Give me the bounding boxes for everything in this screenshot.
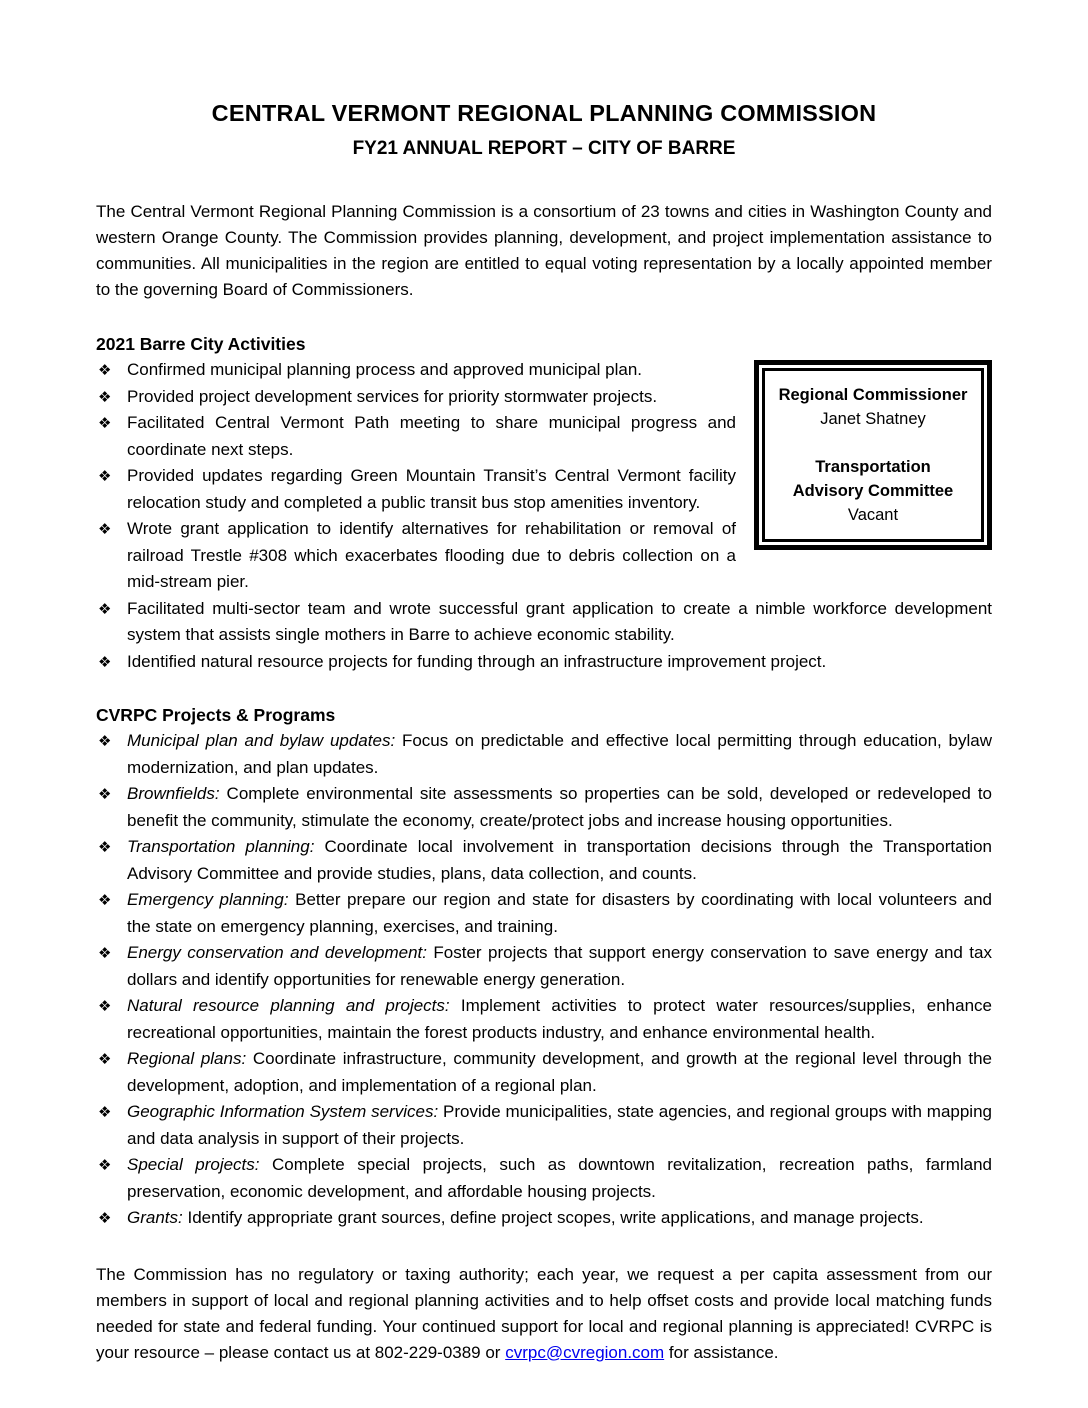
email-link[interactable]: cvrpc@cvregion.com — [505, 1342, 665, 1362]
program-term: Municipal plan and bylaw updates: — [127, 731, 396, 750]
list-item-text: Wrote grant application to identify alternatives for rehabilitation or removal of railroad Trestle #308 which exacerbates flooding due to debris collection on a mid-stream pier. — [127, 519, 736, 591]
program-description: Complete environmental site assessments so properties can be sold, developed or redeveloped to benefit the community, stimulate the economy, create/protect jobs and increase housing opportunities. — [127, 784, 992, 830]
intro-paragraph: The Central Vermont Regional Planning Commission is a consortium of 23 towns and cities in Washington County and western Orange County. The Commission provides planning, development, and project implementation assistance to communities. All municipalities in the region are entitled to equal voting representation by a locally appointed member to the governing Board of Commissioners. — [96, 202, 992, 299]
diamond-bullet-icon: ❖ — [98, 1156, 112, 1174]
diamond-bullet-icon: ❖ — [98, 652, 112, 671]
list-item-text: Confirmed municipal planning process and approved municipal plan. — [127, 360, 643, 379]
program-term: Emergency planning: — [127, 890, 289, 909]
diamond-bullet-icon: ❖ — [98, 1103, 112, 1121]
list-item — [96, 516, 992, 596]
list-item — [96, 940, 992, 993]
diamond-bullet-icon: ❖ — [98, 838, 112, 856]
list-item — [96, 1205, 992, 1232]
tac-name: Vacant — [847, 506, 899, 524]
diamond-bullet-icon: ❖ — [98, 891, 112, 909]
program-description: Coordinate local involvement in transportation decisions through the Transportation Advisory Committee and provide studies, plans, data collection, and counts. — [127, 837, 992, 883]
diamond-bullet-icon: ❖ — [98, 361, 112, 379]
activities-list — [96, 357, 992, 675]
list-item — [96, 834, 992, 887]
diamond-bullet-icon: ❖ — [98, 467, 112, 485]
programs-section-heading: CVRPC Projects & Programs — [96, 705, 336, 725]
tac-title-line1: Transportation — [815, 458, 931, 476]
list-item — [96, 1152, 992, 1205]
list-item — [96, 993, 992, 1046]
program-term: Natural resource planning and projects: — [127, 996, 450, 1015]
program-term: Grants: — [127, 1208, 183, 1227]
diamond-bullet-icon: ❖ — [98, 1050, 112, 1068]
list-item-text: Provided project development services for priority stormwater projects. — [127, 386, 658, 406]
list-item — [96, 887, 992, 940]
diamond-bullet-icon: ❖ — [98, 387, 112, 406]
list-item — [96, 1099, 992, 1152]
list-item — [96, 649, 992, 676]
list-item — [96, 596, 992, 649]
regional-commissioner-title: Regional Commissioner — [778, 386, 968, 404]
list-item — [96, 384, 992, 411]
list-item — [96, 357, 992, 384]
program-description: Focus on predictable and effective local permitting through education, bylaw modernization, and plan updates. — [127, 731, 993, 777]
regional-commissioner-name: Janet Shatney — [820, 410, 926, 428]
diamond-bullet-icon: ❖ — [98, 785, 112, 803]
programs-list — [96, 728, 992, 1232]
program-description: Implement activities to protect water resources/supplies, enhance recreational opportunities, maintain the forest products industry, and enhance environmental health. — [127, 996, 992, 1042]
program-description: Complete special projects, such as downtown revitalization, recreation paths, farmland preservation, economic development, and affordable housing projects. — [127, 1155, 992, 1201]
tac-title-line2: Advisory Committee — [792, 482, 954, 500]
program-description: Identify appropriate grant sources, define project scopes, write applications, and manage projects. — [182, 1208, 924, 1227]
document-subtitle: FY21 ANNUAL REPORT – CITY OF BARRE — [352, 138, 736, 159]
closing-text-after-link: for assistance. — [664, 1342, 779, 1362]
list-item — [96, 781, 992, 834]
list-item-text: Identified natural resource projects for funding through an infrastructure improvement project. — [127, 651, 827, 671]
diamond-bullet-icon: ❖ — [98, 520, 112, 538]
list-item-text: Facilitated multi-sector team and wrote successful grant application to create a nimble workforce development system that assists single mothers in Barre to achieve economic stability. — [127, 598, 992, 644]
diamond-bullet-icon: ❖ — [98, 997, 112, 1015]
program-description: Coordinate infrastructure, community development, and growth at the regional level through the development, adoption, and implementation of a regional plan. — [127, 1049, 992, 1095]
list-item — [96, 463, 992, 516]
diamond-bullet-icon: ❖ — [98, 944, 112, 962]
diamond-bullet-icon: ❖ — [98, 414, 112, 432]
program-term: Transportation planning: — [127, 837, 315, 856]
diamond-bullet-icon: ❖ — [98, 1209, 112, 1227]
list-item — [96, 410, 992, 463]
list-item-text: Facilitated Central Vermont Path meeting to share municipal progress and coordinate next steps. — [127, 413, 736, 459]
diamond-bullet-icon: ❖ — [98, 732, 112, 750]
closing-text-before-link: The Commission has no regulatory or taxing authority; each year, we request a per capita assessment from our members in support of local and regional planning activities and to help offset costs and provide local matching funds needed for state and federal funding. Your continued support for local and regional planning is appreciated! CVRPC is your resource – please contact us at 802-229-0389 or — [96, 1264, 992, 1362]
program-description: Foster projects that support energy conservation to save energy and tax dollars and identify opportunities for renewable energy generation. — [127, 943, 992, 989]
activities-section-heading: 2021 Barre City Activities — [96, 334, 306, 354]
list-item — [96, 1046, 992, 1099]
document-title: CENTRAL VERMONT REGIONAL PLANNING COMMISSION — [211, 100, 877, 126]
program-term: Geographic Information System services: — [127, 1102, 439, 1121]
program-description: Provide municipalities, state agencies, and regional groups with mapping and data analysis in support of their projects. — [127, 1102, 992, 1148]
closing-paragraph — [96, 1262, 992, 1366]
program-term: Brownfields: — [127, 784, 220, 803]
program-term: Energy conservation and development: — [127, 943, 427, 962]
diamond-bullet-icon: ❖ — [98, 599, 112, 618]
list-item-text: Provided updates regarding Green Mountain Transit’s Central Vermont facility relocation study and completed a public transit bus stop amenities inventory. — [127, 466, 736, 512]
program-term: Special projects: — [127, 1155, 260, 1174]
program-term: Regional plans: — [127, 1049, 247, 1068]
program-description: Better prepare our region and state for disasters by coordinating with local volunteers and the state on emergency planning, exercises, and training. — [127, 890, 992, 936]
list-item — [96, 728, 992, 781]
